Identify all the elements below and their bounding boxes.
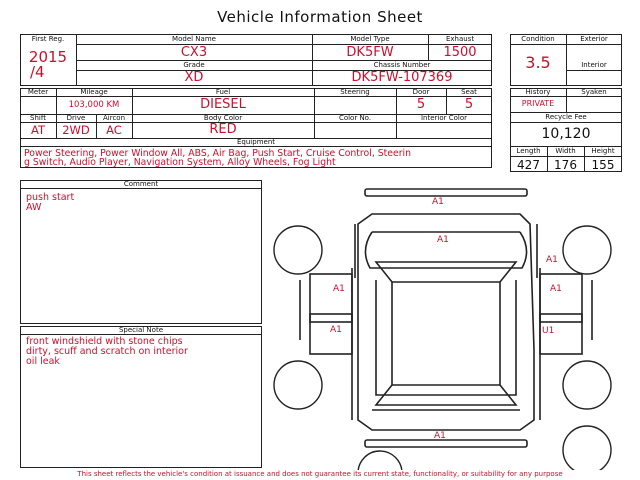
grade-label: Grade bbox=[183, 61, 205, 69]
chassis-label: Chassis Number bbox=[373, 61, 431, 69]
seat-label: Seat bbox=[461, 88, 477, 96]
condition-value: 3.5 bbox=[525, 53, 551, 72]
comment-text: push start AW bbox=[26, 192, 75, 213]
mileage-label: Mileage bbox=[80, 88, 108, 96]
grade-value: XD bbox=[184, 70, 204, 85]
damage-right-front-fender: A1 bbox=[546, 255, 558, 265]
height-label: Height bbox=[591, 147, 615, 155]
damage-right-front-door: A1 bbox=[550, 284, 562, 294]
interior-label: Interior bbox=[581, 61, 607, 69]
seat-value: 5 bbox=[464, 97, 474, 112]
steering-label: Steering bbox=[340, 88, 370, 96]
equipment-label: Equipment bbox=[237, 138, 275, 146]
width-value: 176 bbox=[554, 158, 577, 172]
exhaust-label: Exhaust bbox=[445, 35, 475, 43]
exterior-label: Exterior bbox=[580, 35, 608, 43]
mileage-value: 103,000 KM bbox=[68, 100, 120, 110]
vehicle-damage-diagram bbox=[270, 180, 622, 470]
exhaust-value: 1500 bbox=[443, 45, 477, 60]
width-label: Width bbox=[555, 147, 576, 155]
model-type-label: Model Type bbox=[350, 35, 390, 43]
recycle-value: 10,120 bbox=[541, 126, 591, 142]
length-label: Length bbox=[516, 147, 541, 155]
drive-label: Drive bbox=[66, 114, 86, 122]
comment-label: Comment bbox=[123, 180, 159, 188]
damage-right-rear-door: U1 bbox=[542, 326, 555, 336]
door-label: Door bbox=[412, 88, 430, 96]
drive-value: 2WD bbox=[62, 123, 90, 137]
damage-rear-bumper: A1 bbox=[434, 431, 446, 441]
damage-left-front-door: A1 bbox=[333, 284, 345, 294]
history-label: History bbox=[525, 88, 551, 96]
special-note-label: Special Note bbox=[118, 326, 164, 334]
door-value: 5 bbox=[416, 97, 426, 112]
equipment-line-2: g Switch, Audio Player, Navigation System, Alloy Wheels, Fog Light bbox=[24, 157, 336, 168]
damage-hood: A1 bbox=[437, 235, 449, 245]
first-reg-year: 2015 bbox=[28, 48, 68, 66]
length-value: 427 bbox=[517, 158, 540, 172]
meter-label: Meter bbox=[27, 88, 49, 96]
history-value: PRIVATE bbox=[521, 99, 555, 108]
fuel-label: Fuel bbox=[215, 88, 231, 96]
interior-color-label: Interior Color bbox=[420, 114, 468, 122]
height-value: 155 bbox=[591, 158, 615, 172]
aircon-value: AC bbox=[106, 123, 122, 137]
fuel-value: DIESEL bbox=[200, 97, 246, 112]
model-name-label: Model Name bbox=[172, 35, 216, 43]
color-no-label: Color No. bbox=[338, 114, 372, 122]
model-name-value: CX3 bbox=[180, 45, 208, 60]
condition-label: Condition bbox=[521, 35, 555, 43]
special-note-text: front windshield with stone chips dirty, scuff and scratch on interior oil leak bbox=[26, 336, 188, 367]
equipment-line-1: Power Steering, Power Window All, ABS, Air Bag, Push Start, Cruise Control, Steerin bbox=[24, 148, 412, 159]
disclaimer: This sheet reflects the vehicle's condition at issuance and does not guarantee its current state, functionality, or suitability for any purpose bbox=[77, 470, 563, 478]
damage-front-bumper: A1 bbox=[432, 197, 444, 207]
shift-value: AT bbox=[31, 123, 45, 137]
first-reg-month: /4 bbox=[30, 63, 45, 81]
damage-left-rear-door: A1 bbox=[330, 325, 342, 335]
recycle-label: Recycle Fee bbox=[545, 113, 587, 121]
shift-label: Shift bbox=[30, 114, 46, 122]
page-title: Vehicle Information Sheet bbox=[217, 8, 423, 26]
model-type-value: DK5FW bbox=[346, 45, 394, 60]
aircon-label: Aircon bbox=[102, 114, 126, 122]
body-color-label: Body Color bbox=[203, 114, 243, 122]
syaken-label: Syaken bbox=[581, 88, 607, 96]
chassis-value: DK5FW-107369 bbox=[351, 70, 453, 85]
first-reg-label: First Reg. bbox=[31, 35, 65, 43]
body-color-value: RED bbox=[209, 122, 237, 137]
